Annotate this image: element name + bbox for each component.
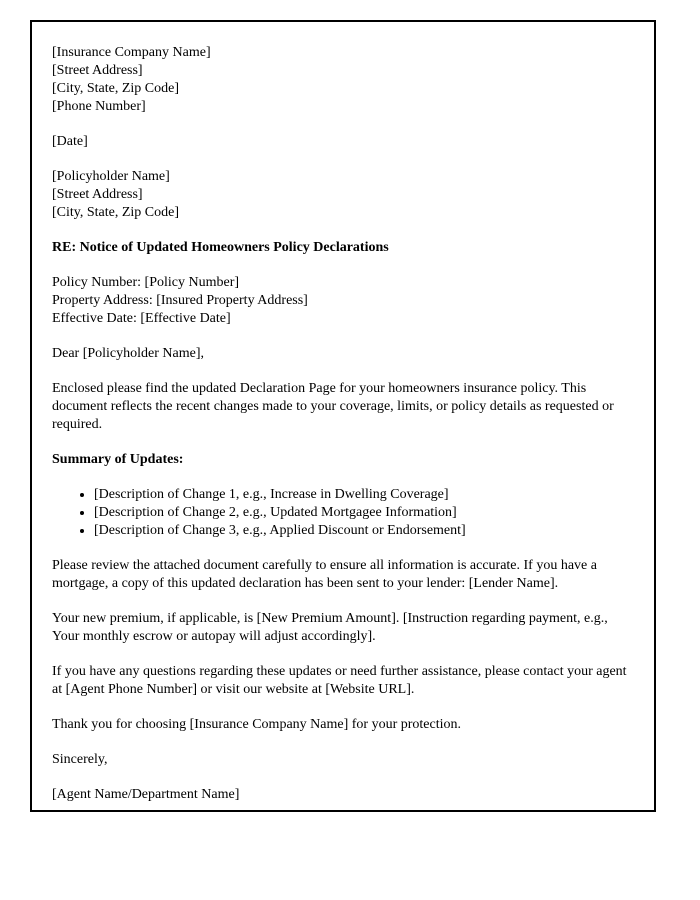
list-item: • [Description of Change 3, e.g., Applied Discount or Endorsement] xyxy=(94,522,628,540)
recipient-name: [Policyholder Name] xyxy=(52,169,170,184)
questions-paragraph: If you have any questions regarding these updates or need further assistance, please contact your agent at [Agent Phone Number] or visit our website at [Website URL]. xyxy=(52,664,627,697)
sender-street-address: [Street Address] xyxy=(52,63,143,78)
policy-number-line: Policy Number: [Policy Number] xyxy=(52,275,240,290)
effective-date-line: Effective Date: [Effective Date] xyxy=(52,311,231,326)
recipient-city-state-zip: [City, State, Zip Code] xyxy=(52,205,180,220)
recipient-address-block xyxy=(52,168,628,222)
letter-date: [Date] xyxy=(52,134,88,149)
sender-company-name: [Insurance Company Name] xyxy=(52,45,211,60)
recipient-street-address: [Street Address] xyxy=(52,187,143,202)
policy-details-block xyxy=(52,274,628,328)
review-paragraph: Please review the attached document carefully to ensure all information is accurate. If you have a mortgage, a copy of this updated declaration has been sent to your lender: [Lender Name]. xyxy=(52,558,597,591)
list-item: • [Description of Change 2, e.g., Updated Mortgagee Information] xyxy=(94,504,628,522)
closing: Sincerely, xyxy=(52,752,108,767)
summary-bullet-list xyxy=(52,486,628,540)
premium-paragraph: Your new premium, if applicable, is [New Premium Amount]. [Instruction regarding payment, e.g., Your monthly escrow or autopay will adjust accordingly]. xyxy=(52,611,608,644)
signature-line: [Agent Name/Department Name] xyxy=(52,787,240,802)
subject-line: RE: Notice of Updated Homeowners Policy Declarations xyxy=(52,240,389,255)
sender-city-state-zip: [City, State, Zip Code] xyxy=(52,81,180,96)
sender-address-block xyxy=(52,44,628,116)
list-item: • [Description of Change 1, e.g., Increase in Dwelling Coverage] xyxy=(94,486,628,504)
sender-phone-number: [Phone Number] xyxy=(52,99,146,114)
letter-page xyxy=(30,20,656,812)
thanks-paragraph: Thank you for choosing [Insurance Company Name] for your protection. xyxy=(52,717,461,732)
summary-heading: Summary of Updates: xyxy=(52,452,184,467)
property-address-line: Property Address: [Insured Property Address] xyxy=(52,293,308,308)
salutation: Dear [Policyholder Name], xyxy=(52,346,204,361)
intro-paragraph: Enclosed please find the updated Declaration Page for your homeowners insurance policy. This document reflects the recent changes made to your coverage, limits, or policy details as requested or required. xyxy=(52,381,614,432)
